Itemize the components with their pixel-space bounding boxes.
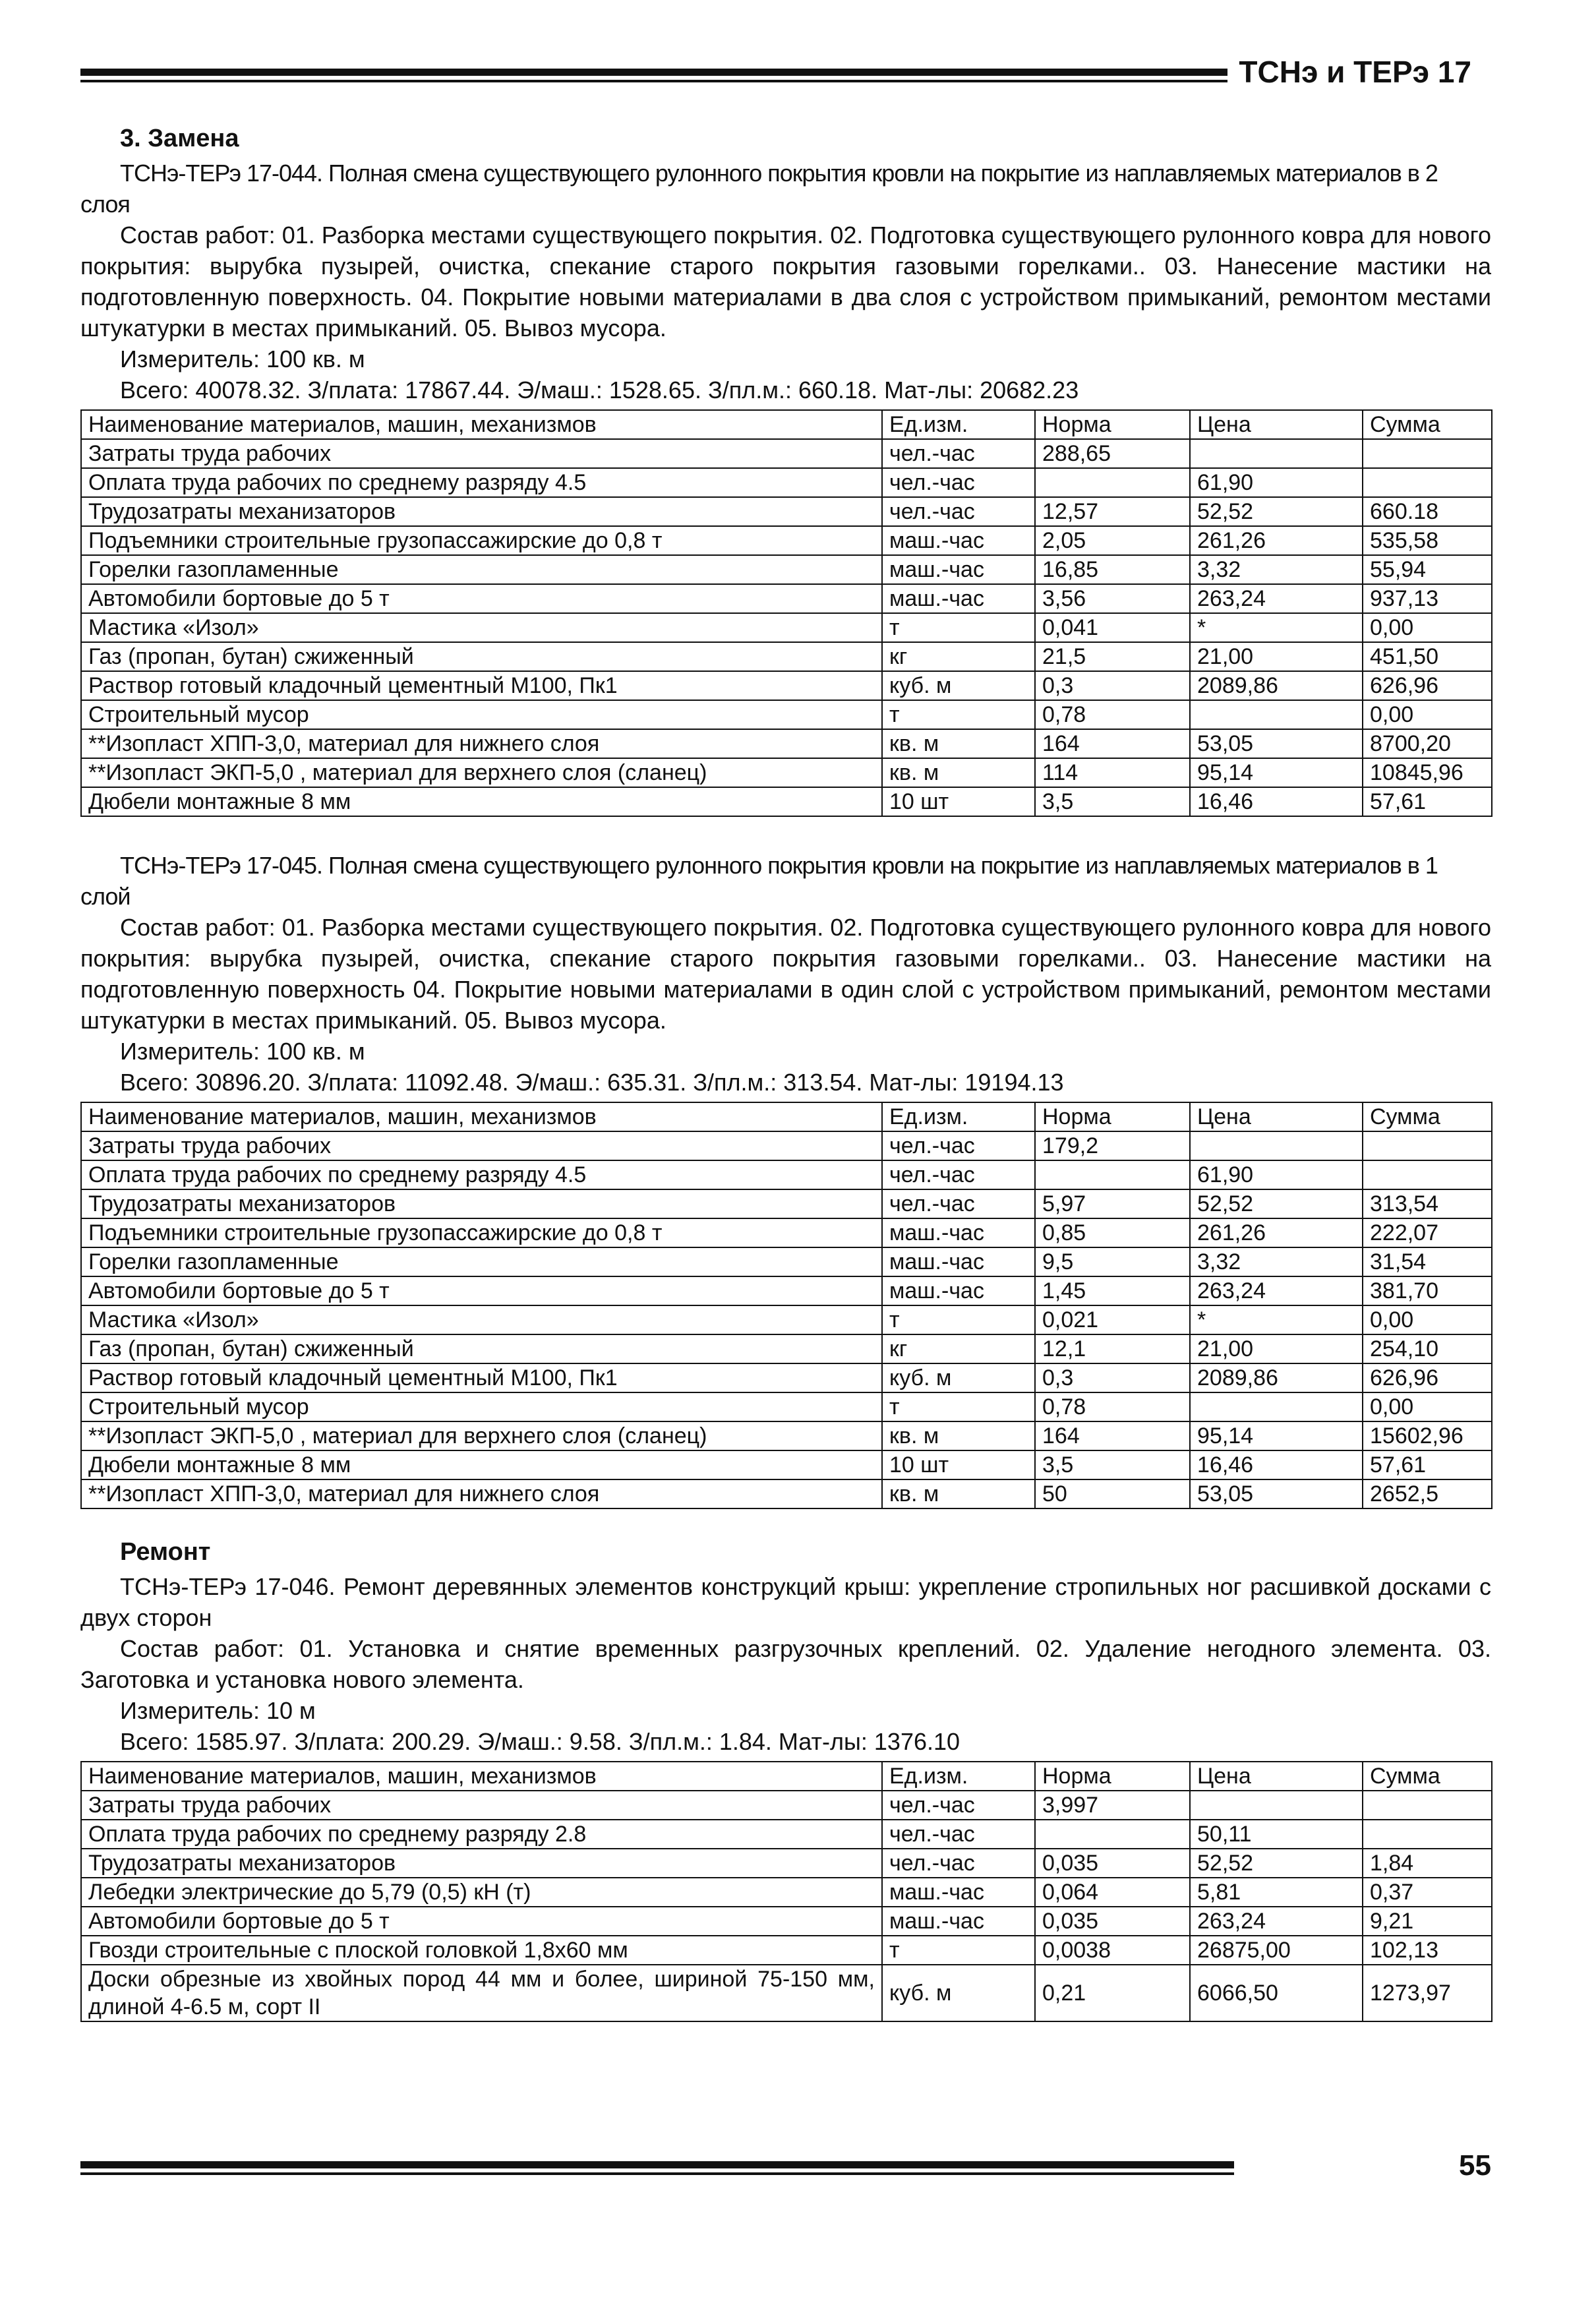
running-header-title: ТСНэ и ТЕРэ 17 bbox=[1239, 55, 1471, 89]
table-row bbox=[81, 642, 1492, 671]
table-cell: 52,52 bbox=[1190, 1849, 1363, 1878]
table-row bbox=[81, 1131, 1492, 1160]
table-row bbox=[81, 1849, 1492, 1878]
table-cell: 0,035 bbox=[1035, 1907, 1190, 1936]
table-cell: 15602,96 bbox=[1363, 1421, 1492, 1450]
table-cell: чел.-час bbox=[882, 1849, 1035, 1878]
table-row bbox=[81, 1479, 1492, 1508]
table-cell: 0,021 bbox=[1035, 1305, 1190, 1334]
table-cell: Горелки газопламенные bbox=[81, 1247, 882, 1276]
table-cell: 3,32 bbox=[1190, 1247, 1363, 1276]
table-cell: 21,00 bbox=[1190, 1334, 1363, 1363]
table-cell: куб. м bbox=[882, 1965, 1035, 2021]
table-cell: 12,57 bbox=[1035, 497, 1190, 526]
table-cell bbox=[1363, 1131, 1492, 1160]
table-cell: Дюбели монтажные 8 мм bbox=[81, 1450, 882, 1479]
table-cell: чел.-час bbox=[882, 468, 1035, 497]
table-cell: куб. м bbox=[882, 1363, 1035, 1392]
table-cell: кг bbox=[882, 642, 1035, 671]
table-cell: куб. м bbox=[882, 671, 1035, 700]
column-header: Норма bbox=[1035, 1102, 1190, 1131]
table-cell: кв. м bbox=[882, 1421, 1035, 1450]
table-row bbox=[81, 1936, 1492, 1965]
table-row bbox=[81, 497, 1492, 526]
table-cell: Оплата труда рабочих по среднему разряду 2.8 bbox=[81, 1820, 882, 1849]
table-cell: 1273,97 bbox=[1363, 1965, 1492, 2021]
meter: Измеритель: 100 кв. м bbox=[120, 345, 365, 373]
table-cell bbox=[1035, 468, 1190, 497]
table-cell: 313,54 bbox=[1363, 1189, 1492, 1218]
resource-table bbox=[80, 409, 1493, 817]
table-cell: кв. м bbox=[882, 758, 1035, 787]
table-cell: Лебедки электрические до 5,79 (0,5) кН (т) bbox=[81, 1878, 882, 1907]
table-cell: **Изопласт ЭКП-5,0 , материал для верхнего слоя (сланец) bbox=[81, 758, 882, 787]
column-header: Норма bbox=[1035, 1762, 1190, 1791]
table-row bbox=[81, 613, 1492, 642]
table-cell: 61,90 bbox=[1190, 468, 1363, 497]
table-cell: 5,97 bbox=[1035, 1189, 1190, 1218]
work-composition: Состав работ: 01. Разборка местами существующего покрытия. 02. Подготовка существующего рулонного ковра для нового покрытия: вырубка пузырей, очистка, спекание старого покрытия газовыми горелками.. 03. Нанесение мастики на подготовленную поверхность 04. Покрытие новыми материалами в один слой с устройством примыканий, ремонтом местами штукатурки в местах примыканий. 05. Вывоз мусора. bbox=[80, 914, 1491, 1034]
table-row bbox=[81, 1305, 1492, 1334]
table-cell: 1,45 bbox=[1035, 1276, 1190, 1305]
table-header-row bbox=[81, 410, 1492, 439]
table-row bbox=[81, 671, 1492, 700]
table-cell: Газ (пропан, бутан) сжиженный bbox=[81, 1334, 882, 1363]
table-cell: т bbox=[882, 1936, 1035, 1965]
table-cell: 10 шт bbox=[882, 787, 1035, 816]
table-row bbox=[81, 439, 1492, 468]
table-cell: 179,2 bbox=[1035, 1131, 1190, 1160]
table-cell: 53,05 bbox=[1190, 729, 1363, 758]
table-cell bbox=[1363, 439, 1492, 468]
table-row bbox=[81, 1160, 1492, 1189]
table-cell: 2652,5 bbox=[1363, 1479, 1492, 1508]
table-cell: 164 bbox=[1035, 729, 1190, 758]
table-cell: 16,46 bbox=[1190, 787, 1363, 816]
table-cell: маш.-час bbox=[882, 555, 1035, 584]
page-footer bbox=[80, 2147, 1491, 2186]
table-row bbox=[81, 1189, 1492, 1218]
table-cell: чел.-час bbox=[882, 439, 1035, 468]
footer-rule bbox=[80, 2161, 1234, 2175]
table-cell: маш.-час bbox=[882, 1878, 1035, 1907]
table-row bbox=[81, 1218, 1492, 1247]
table-cell: т bbox=[882, 613, 1035, 642]
table-cell: 263,24 bbox=[1190, 584, 1363, 613]
table-cell: чел.-час bbox=[882, 1820, 1035, 1849]
table-cell: 102,13 bbox=[1363, 1936, 1492, 1965]
table-cell: кг bbox=[882, 1334, 1035, 1363]
table-cell: Строительный мусор bbox=[81, 1392, 882, 1421]
table-cell: 57,61 bbox=[1363, 787, 1492, 816]
table-cell: 16,46 bbox=[1190, 1450, 1363, 1479]
table-cell: чел.-час bbox=[882, 1189, 1035, 1218]
table-cell: 61,90 bbox=[1190, 1160, 1363, 1189]
table-cell: 16,85 bbox=[1035, 555, 1190, 584]
table-cell: 0,21 bbox=[1035, 1965, 1190, 2021]
table-cell: 52,52 bbox=[1190, 497, 1363, 526]
table-cell: 261,26 bbox=[1190, 1218, 1363, 1247]
table-cell: * bbox=[1190, 613, 1363, 642]
table-cell: 3,5 bbox=[1035, 1450, 1190, 1479]
table-cell: Трудозатраты механизаторов bbox=[81, 1189, 882, 1218]
table-cell bbox=[1190, 700, 1363, 729]
table-cell: 261,26 bbox=[1190, 526, 1363, 555]
table-cell: т bbox=[882, 700, 1035, 729]
table-cell: Автомобили бортовые до 5 т bbox=[81, 1276, 882, 1305]
table-row bbox=[81, 468, 1492, 497]
table-cell bbox=[1035, 1820, 1190, 1849]
table-cell: Мастика «Изол» bbox=[81, 613, 882, 642]
table-cell: чел.-час bbox=[882, 1160, 1035, 1189]
table-cell: 0,3 bbox=[1035, 1363, 1190, 1392]
table-row bbox=[81, 700, 1492, 729]
table-cell: Трудозатраты механизаторов bbox=[81, 1849, 882, 1878]
table-cell: 535,58 bbox=[1363, 526, 1492, 555]
table-cell: 1,84 bbox=[1363, 1849, 1492, 1878]
table-row bbox=[81, 1247, 1492, 1276]
table-row bbox=[81, 758, 1492, 787]
table-cell: 0,00 bbox=[1363, 613, 1492, 642]
table-cell: 0,00 bbox=[1363, 700, 1492, 729]
table-cell: 0,064 bbox=[1035, 1878, 1190, 1907]
table-cell: 263,24 bbox=[1190, 1907, 1363, 1936]
table-cell: 222,07 bbox=[1363, 1218, 1492, 1247]
table-cell: 21,5 bbox=[1035, 642, 1190, 671]
table-cell: 381,70 bbox=[1363, 1276, 1492, 1305]
table-cell: 660.18 bbox=[1363, 497, 1492, 526]
table-cell: Дюбели монтажные 8 мм bbox=[81, 787, 882, 816]
table-cell: 0,00 bbox=[1363, 1392, 1492, 1421]
table-cell: чел.-час bbox=[882, 1791, 1035, 1820]
table-cell: 50,11 bbox=[1190, 1820, 1363, 1849]
table-cell: 8700,20 bbox=[1363, 729, 1492, 758]
table-row bbox=[81, 1363, 1492, 1392]
table-cell: 50 bbox=[1035, 1479, 1190, 1508]
table-cell: 0,041 bbox=[1035, 613, 1190, 642]
totals: Всего: 30896.20. З/плата: 11092.48. Э/маш.: 635.31. З/пл.м.: 313.54. Мат-лы: 19194.13 bbox=[120, 1069, 1064, 1096]
resource-table bbox=[80, 1102, 1493, 1509]
table-cell: 937,13 bbox=[1363, 584, 1492, 613]
column-header: Сумма bbox=[1363, 410, 1492, 439]
totals: Всего: 40078.32. З/плата: 17867.44. Э/маш.: 1528.65. З/пл.м.: 660.18. Мат-лы: 20682.23 bbox=[120, 376, 1079, 403]
table-row bbox=[81, 1276, 1492, 1305]
column-header: Наименование материалов, машин, механизмов bbox=[81, 410, 882, 439]
table-cell: 451,50 bbox=[1363, 642, 1492, 671]
table-cell: маш.-час bbox=[882, 1907, 1035, 1936]
table-cell: Оплата труда рабочих по среднему разряду 4.5 bbox=[81, 1160, 882, 1189]
table-row bbox=[81, 555, 1492, 584]
work-composition: Состав работ: 01. Разборка местами существующего покрытия. 02. Подготовка существующего рулонного ковра для нового покрытия: вырубка пузырей, очистка, спекание старого покрытия газовыми горелками.. 03. Нанесение мастики на подготовленную поверхность. 04. Покрытие новыми материалами в два слоя с устройством примыканий, ремонтом местами штукатурки в местах примыканий. 05. Вывоз мусора. bbox=[80, 222, 1491, 342]
table-row bbox=[81, 787, 1492, 816]
table-cell: чел.-час bbox=[882, 497, 1035, 526]
table-cell: 254,10 bbox=[1363, 1334, 1492, 1363]
table-cell: 3,32 bbox=[1190, 555, 1363, 584]
table-cell: 0,78 bbox=[1035, 700, 1190, 729]
table-row bbox=[81, 1820, 1492, 1849]
table-cell: 288,65 bbox=[1035, 439, 1190, 468]
meter: Измеритель: 100 кв. м bbox=[120, 1038, 365, 1065]
table-cell: маш.-час bbox=[882, 526, 1035, 555]
table-cell: Трудозатраты механизаторов bbox=[81, 497, 882, 526]
table-cell: чел.-час bbox=[882, 1131, 1035, 1160]
table-cell: 0,035 bbox=[1035, 1849, 1190, 1878]
table-cell: 2,05 bbox=[1035, 526, 1190, 555]
table-cell: 9,5 bbox=[1035, 1247, 1190, 1276]
header-rule bbox=[80, 69, 1227, 82]
table-cell: маш.-час bbox=[882, 1276, 1035, 1305]
table-cell: т bbox=[882, 1392, 1035, 1421]
table-cell: Газ (пропан, бутан) сжиженный bbox=[81, 642, 882, 671]
table-cell: т bbox=[882, 1305, 1035, 1334]
table-cell: 0,00 bbox=[1363, 1305, 1492, 1334]
table-cell: 626,96 bbox=[1363, 671, 1492, 700]
section-title-replace: 3. Замена bbox=[120, 125, 239, 152]
table-cell bbox=[1363, 1160, 1492, 1189]
table-row bbox=[81, 729, 1492, 758]
table-header-row bbox=[81, 1762, 1492, 1791]
table-cell: 0,37 bbox=[1363, 1878, 1492, 1907]
table-cell: маш.-час bbox=[882, 584, 1035, 613]
table-cell: 95,14 bbox=[1190, 1421, 1363, 1450]
column-header: Ед.изм. bbox=[882, 410, 1035, 439]
page-number: 55 bbox=[1459, 2149, 1491, 2182]
table-cell bbox=[1363, 1820, 1492, 1849]
table-cell: 9,21 bbox=[1363, 1907, 1492, 1936]
page-header bbox=[80, 54, 1471, 100]
item-code-line: ТСНэ-ТЕРэ 17-046. Ремонт деревянных элементов конструкций крыш: укрепление стропильных ног расшивкой досками с двух сторон bbox=[80, 1573, 1491, 1631]
table-row bbox=[81, 1907, 1492, 1936]
column-header: Сумма bbox=[1363, 1762, 1492, 1791]
column-header: Цена bbox=[1190, 1102, 1363, 1131]
table-cell: **Изопласт ХПП-3,0, материал для нижнего слоя bbox=[81, 1479, 882, 1508]
table-cell bbox=[1363, 1791, 1492, 1820]
table-cell bbox=[1190, 1131, 1363, 1160]
totals: Всего: 1585.97. З/плата: 200.29. Э/маш.: 9.58. З/пл.м.: 1.84. Мат-лы: 1376.10 bbox=[120, 1728, 961, 1755]
section-title-repair: Ремонт bbox=[120, 1538, 211, 1566]
item-code-line: ТСНэ-ТЕРэ 17-045. Полная смена существующего рулонного покрытия кровли на покрытие из наплавляемых материалов в 1 слой bbox=[80, 852, 1438, 910]
table-row bbox=[81, 1791, 1492, 1820]
table-cell: 95,14 bbox=[1190, 758, 1363, 787]
table-cell bbox=[1190, 1791, 1363, 1820]
table-cell bbox=[1035, 1160, 1190, 1189]
table-row bbox=[81, 526, 1492, 555]
table-cell: 31,54 bbox=[1363, 1247, 1492, 1276]
table-cell: Автомобили бортовые до 5 т bbox=[81, 1907, 882, 1936]
table-cell: кв. м bbox=[882, 729, 1035, 758]
table-row bbox=[81, 1878, 1492, 1907]
table-cell: 0,0038 bbox=[1035, 1936, 1190, 1965]
table-cell: Оплата труда рабочих по среднему разряду 4.5 bbox=[81, 468, 882, 497]
resource-table bbox=[80, 1761, 1493, 2022]
table-row bbox=[81, 1392, 1492, 1421]
table-cell: 0,3 bbox=[1035, 671, 1190, 700]
table-cell: Затраты труда рабочих bbox=[81, 439, 882, 468]
table-cell: Подъемники строительные грузопассажирские до 0,8 т bbox=[81, 526, 882, 555]
table-cell: 0,85 bbox=[1035, 1218, 1190, 1247]
table-cell: 10 шт bbox=[882, 1450, 1035, 1479]
table-cell: 626,96 bbox=[1363, 1363, 1492, 1392]
table-cell: Подъемники строительные грузопассажирские до 0,8 т bbox=[81, 1218, 882, 1247]
table-row bbox=[81, 584, 1492, 613]
table-cell bbox=[1190, 1392, 1363, 1421]
table-cell: 2089,86 bbox=[1190, 671, 1363, 700]
page-content bbox=[80, 122, 1491, 2022]
column-header: Норма bbox=[1035, 410, 1190, 439]
table-cell: 12,1 bbox=[1035, 1334, 1190, 1363]
table-cell: Строительный мусор bbox=[81, 700, 882, 729]
table-cell: 263,24 bbox=[1190, 1276, 1363, 1305]
table-cell: Раствор готовый кладочный цементный М100, Пк1 bbox=[81, 1363, 882, 1392]
table-cell: 55,94 bbox=[1363, 555, 1492, 584]
table-cell: Раствор готовый кладочный цементный М100, Пк1 bbox=[81, 671, 882, 700]
table-cell: 3,56 bbox=[1035, 584, 1190, 613]
table-row bbox=[81, 1450, 1492, 1479]
column-header: Цена bbox=[1190, 410, 1363, 439]
table-header-row bbox=[81, 1102, 1492, 1131]
table-cell: Мастика «Изол» bbox=[81, 1305, 882, 1334]
table-cell: Затраты труда рабочих bbox=[81, 1131, 882, 1160]
column-header: Наименование материалов, машин, механизмов bbox=[81, 1102, 882, 1131]
table-cell: Горелки газопламенные bbox=[81, 555, 882, 584]
table-cell: **Изопласт ХПП-3,0, материал для нижнего слоя bbox=[81, 729, 882, 758]
table-cell: 53,05 bbox=[1190, 1479, 1363, 1508]
table-cell: * bbox=[1190, 1305, 1363, 1334]
table-cell: кв. м bbox=[882, 1479, 1035, 1508]
meter: Измеритель: 10 м bbox=[120, 1697, 316, 1724]
table-cell: 0,78 bbox=[1035, 1392, 1190, 1421]
table-cell: 26875,00 bbox=[1190, 1936, 1363, 1965]
table-cell: Гвозди строительные с плоской головкой 1,8x60 мм bbox=[81, 1936, 882, 1965]
item-code-line: ТСНэ-ТЕРэ 17-044. Полная смена существующего рулонного покрытия кровли на покрытие из наплавляемых материалов в 2 слоя bbox=[80, 160, 1438, 218]
table-cell: 10845,96 bbox=[1363, 758, 1492, 787]
table-cell: 5,81 bbox=[1190, 1878, 1363, 1907]
column-header: Цена bbox=[1190, 1762, 1363, 1791]
table-cell: 6066,50 bbox=[1190, 1965, 1363, 2021]
table-cell: **Изопласт ЭКП-5,0 , материал для верхнего слоя (сланец) bbox=[81, 1421, 882, 1450]
table-cell: 164 bbox=[1035, 1421, 1190, 1450]
work-composition: Состав работ: 01. Установка и снятие временных разгрузочных креплений. 02. Удаление негодного элемента. 03. Заготовка и установка нового элемента. bbox=[80, 1635, 1491, 1693]
table-cell: 114 bbox=[1035, 758, 1190, 787]
table-cell bbox=[1190, 439, 1363, 468]
table-cell: Доски обрезные из хвойных пород 44 мм и более, шириной 75-150 мм, длиной 4-6.5 м, сорт II bbox=[81, 1965, 882, 2021]
table-cell: 57,61 bbox=[1363, 1450, 1492, 1479]
table-row bbox=[81, 1965, 1492, 2021]
table-cell: 3,997 bbox=[1035, 1791, 1190, 1820]
table-row bbox=[81, 1421, 1492, 1450]
table-cell: маш.-час bbox=[882, 1247, 1035, 1276]
table-row bbox=[81, 1334, 1492, 1363]
table-cell: Затраты труда рабочих bbox=[81, 1791, 882, 1820]
column-header: Ед.изм. bbox=[882, 1762, 1035, 1791]
table-cell: 2089,86 bbox=[1190, 1363, 1363, 1392]
column-header: Ед.изм. bbox=[882, 1102, 1035, 1131]
table-cell: маш.-час bbox=[882, 1218, 1035, 1247]
column-header: Сумма bbox=[1363, 1102, 1492, 1131]
table-cell: 3,5 bbox=[1035, 787, 1190, 816]
table-cell bbox=[1363, 468, 1492, 497]
table-cell: 21,00 bbox=[1190, 642, 1363, 671]
table-cell: 52,52 bbox=[1190, 1189, 1363, 1218]
table-cell: Автомобили бортовые до 5 т bbox=[81, 584, 882, 613]
column-header: Наименование материалов, машин, механизмов bbox=[81, 1762, 882, 1791]
